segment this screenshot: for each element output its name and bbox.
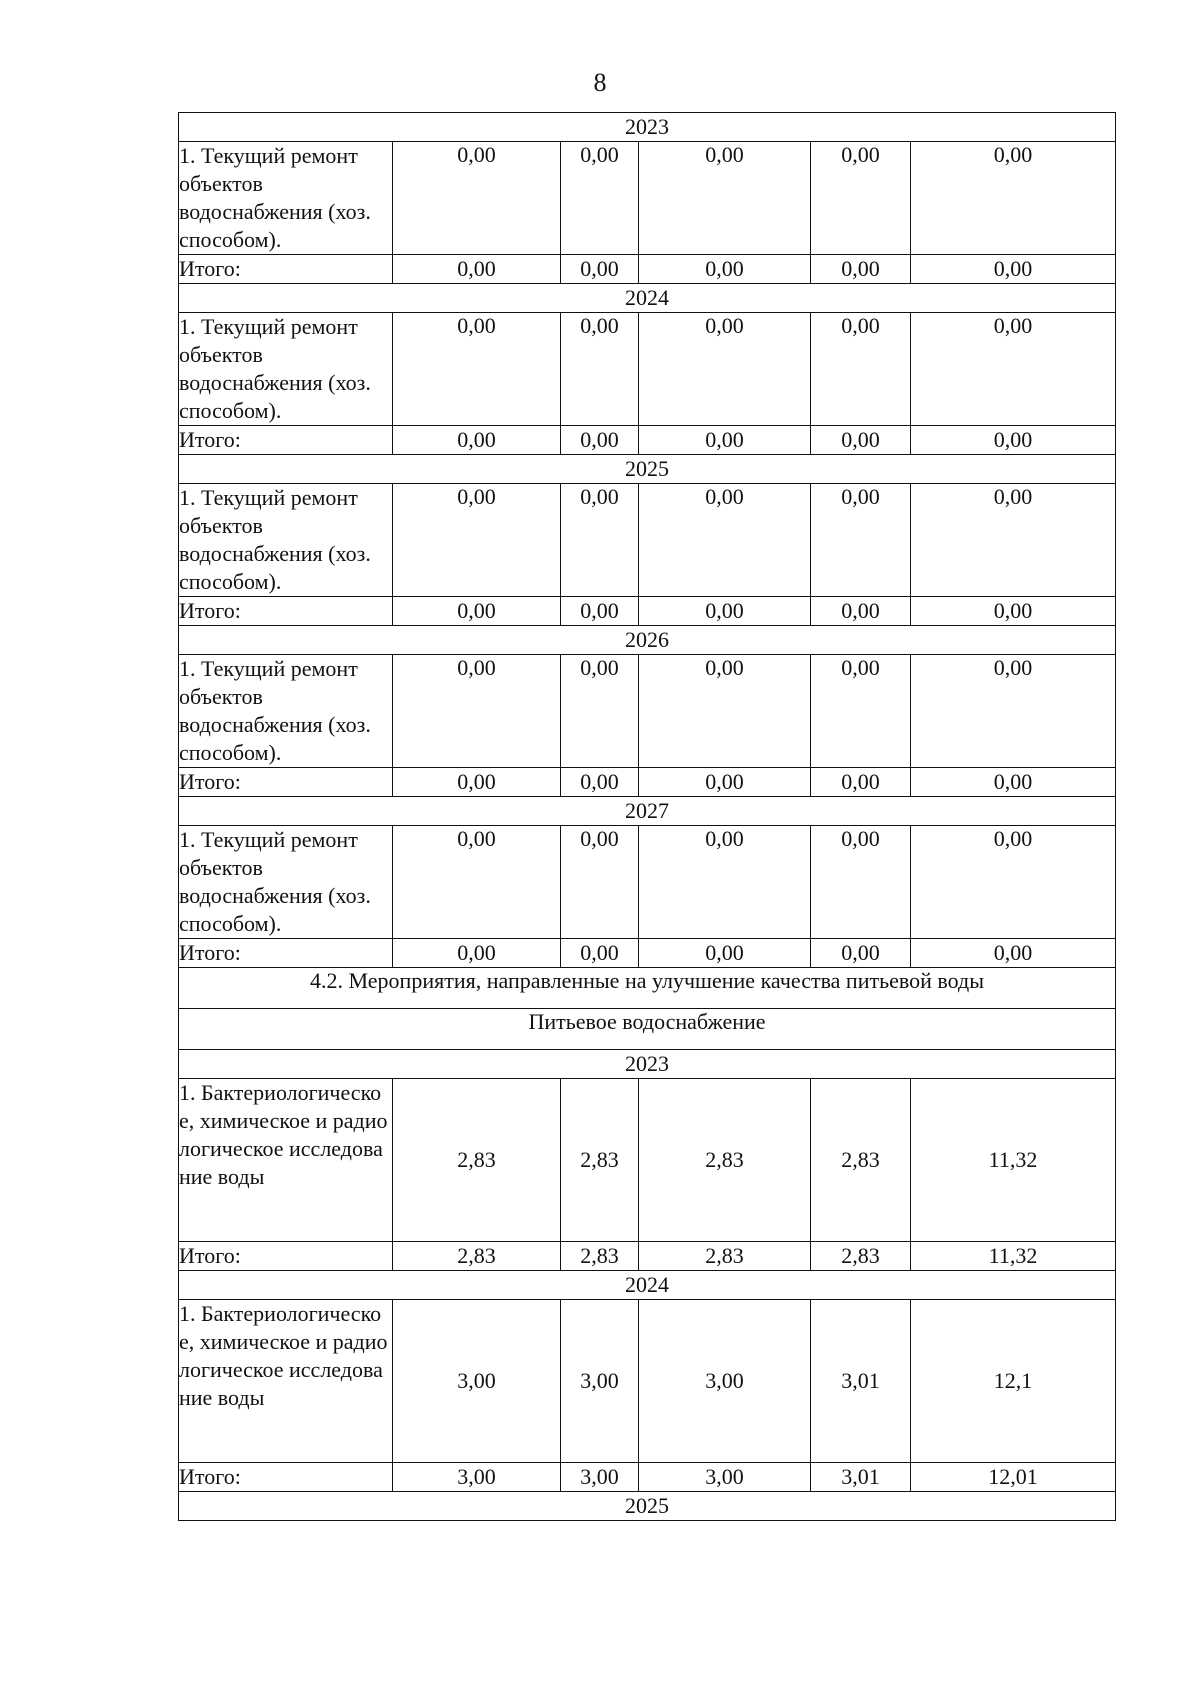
value-cell: 0,00 (639, 313, 811, 426)
total-row (179, 426, 1116, 455)
value-cell: 0,00 (561, 484, 639, 597)
total-cell: 2,83 (811, 1242, 911, 1271)
value-cell: 2,83 (639, 1079, 811, 1242)
item-name: 1. Текущий ремонт объектов водоснабжения (хоз. способом). (179, 142, 393, 255)
year-row (179, 797, 1116, 826)
total-cell: 0,00 (561, 597, 639, 626)
total-cell: 0,00 (393, 426, 561, 455)
year-row (179, 284, 1116, 313)
value-cell: 0,00 (393, 142, 561, 255)
value-cell: 0,00 (561, 826, 639, 939)
total-cell: 0,00 (911, 426, 1116, 455)
total-cell: 0,00 (811, 426, 911, 455)
total-row (179, 597, 1116, 626)
value-cell: 2,83 (393, 1079, 561, 1242)
page-number: 8 (593, 68, 607, 97)
item-name: 1. Текущий ремонт объектов водоснабжения (хоз. способом). (179, 655, 393, 768)
item-name: 1. Бактериологическое, химическое и радиологическое исследование воды (179, 1300, 393, 1463)
subsection-title: Питьевое водоснабжение (179, 1009, 1116, 1050)
year-label: 2027 (179, 797, 1116, 826)
year-label: 2025 (179, 1492, 1116, 1521)
year-row (179, 1492, 1116, 1521)
total-label: Итого: (179, 768, 393, 797)
value-cell: 0,00 (561, 655, 639, 768)
year-label: 2023 (179, 1050, 1116, 1079)
item-name: 1. Текущий ремонт объектов водоснабжения (хоз. способом). (179, 313, 393, 426)
section-row (179, 968, 1116, 1009)
table-row (179, 1300, 1116, 1463)
value-cell: 0,00 (811, 655, 911, 768)
value-cell: 0,00 (393, 655, 561, 768)
value-cell: 0,00 (639, 655, 811, 768)
value-cell: 0,00 (393, 826, 561, 939)
total-cell: 0,00 (811, 597, 911, 626)
total-cell: 0,00 (639, 939, 811, 968)
value-cell: 0,00 (911, 826, 1116, 939)
total-cell: 0,00 (393, 768, 561, 797)
total-cell: 12,01 (911, 1463, 1116, 1492)
total-cell: 2,83 (393, 1242, 561, 1271)
value-cell: 0,00 (911, 484, 1116, 597)
value-cell: 0,00 (393, 313, 561, 426)
value-cell: 3,00 (393, 1300, 561, 1463)
total-label: Итого: (179, 1463, 393, 1492)
total-cell: 0,00 (911, 768, 1116, 797)
total-row (179, 255, 1116, 284)
value-cell: 0,00 (911, 142, 1116, 255)
total-cell: 0,00 (393, 597, 561, 626)
total-cell: 2,83 (639, 1242, 811, 1271)
table-row (179, 1079, 1116, 1242)
value-cell: 0,00 (911, 655, 1116, 768)
value-cell: 2,83 (811, 1079, 911, 1242)
year-label: 2024 (179, 284, 1116, 313)
total-row (179, 1463, 1116, 1492)
year-row (179, 626, 1116, 655)
total-cell: 0,00 (911, 255, 1116, 284)
value-cell: 0,00 (639, 826, 811, 939)
total-cell: 0,00 (561, 255, 639, 284)
total-cell: 3,00 (393, 1463, 561, 1492)
total-cell: 0,00 (561, 768, 639, 797)
year-row (179, 1271, 1116, 1300)
year-label: 2026 (179, 626, 1116, 655)
table-row (179, 484, 1116, 597)
total-cell: 0,00 (911, 597, 1116, 626)
total-cell: 0,00 (393, 939, 561, 968)
total-label: Итого: (179, 597, 393, 626)
total-row (179, 1242, 1116, 1271)
value-cell: 2,83 (561, 1079, 639, 1242)
year-label: 2024 (179, 1271, 1116, 1300)
subsection-row (179, 1009, 1116, 1050)
table-row (179, 826, 1116, 939)
year-row (179, 455, 1116, 484)
item-name: 1. Текущий ремонт объектов водоснабжения (хоз. способом). (179, 484, 393, 597)
total-cell: 0,00 (561, 939, 639, 968)
table-row (179, 313, 1116, 426)
year-row (179, 113, 1116, 142)
total-cell: 0,00 (561, 426, 639, 455)
total-cell: 0,00 (639, 255, 811, 284)
total-cell: 11,32 (911, 1242, 1116, 1271)
section-title: 4.2. Мероприятия, направленные на улучшение качества питьевой воды (179, 968, 1116, 1009)
value-cell: 0,00 (393, 484, 561, 597)
total-cell: 2,83 (561, 1242, 639, 1271)
value-cell: 0,00 (811, 484, 911, 597)
value-cell: 0,00 (561, 313, 639, 426)
total-cell: 0,00 (639, 426, 811, 455)
value-cell: 0,00 (911, 313, 1116, 426)
program-table (178, 112, 1116, 1521)
year-label: 2025 (179, 455, 1116, 484)
value-cell: 12,1 (911, 1300, 1116, 1463)
total-row (179, 768, 1116, 797)
total-cell: 0,00 (911, 939, 1116, 968)
total-label: Итого: (179, 939, 393, 968)
value-cell: 0,00 (811, 142, 911, 255)
total-cell: 0,00 (393, 255, 561, 284)
total-cell: 0,00 (811, 768, 911, 797)
value-cell: 0,00 (639, 142, 811, 255)
value-cell: 0,00 (639, 484, 811, 597)
total-label: Итого: (179, 255, 393, 284)
total-cell: 0,00 (639, 597, 811, 626)
total-cell: 3,00 (561, 1463, 639, 1492)
total-cell: 0,00 (811, 255, 911, 284)
value-cell: 0,00 (811, 313, 911, 426)
total-cell: 0,00 (639, 768, 811, 797)
value-cell: 3,00 (561, 1300, 639, 1463)
total-label: Итого: (179, 1242, 393, 1271)
table-row (179, 142, 1116, 255)
total-cell: 0,00 (811, 939, 911, 968)
value-cell: 0,00 (811, 826, 911, 939)
value-cell: 11,32 (911, 1079, 1116, 1242)
total-cell: 3,00 (639, 1463, 811, 1492)
item-name: 1. Бактериологическое, химическое и радиологическое исследование воды (179, 1079, 393, 1242)
value-cell: 3,01 (811, 1300, 911, 1463)
year-row (179, 1050, 1116, 1079)
total-row (179, 939, 1116, 968)
year-label: 2023 (179, 113, 1116, 142)
total-cell: 3,01 (811, 1463, 911, 1492)
value-cell: 3,00 (639, 1300, 811, 1463)
value-cell: 0,00 (561, 142, 639, 255)
item-name: 1. Текущий ремонт объектов водоснабжения (хоз. способом). (179, 826, 393, 939)
table-row (179, 655, 1116, 768)
total-label: Итого: (179, 426, 393, 455)
